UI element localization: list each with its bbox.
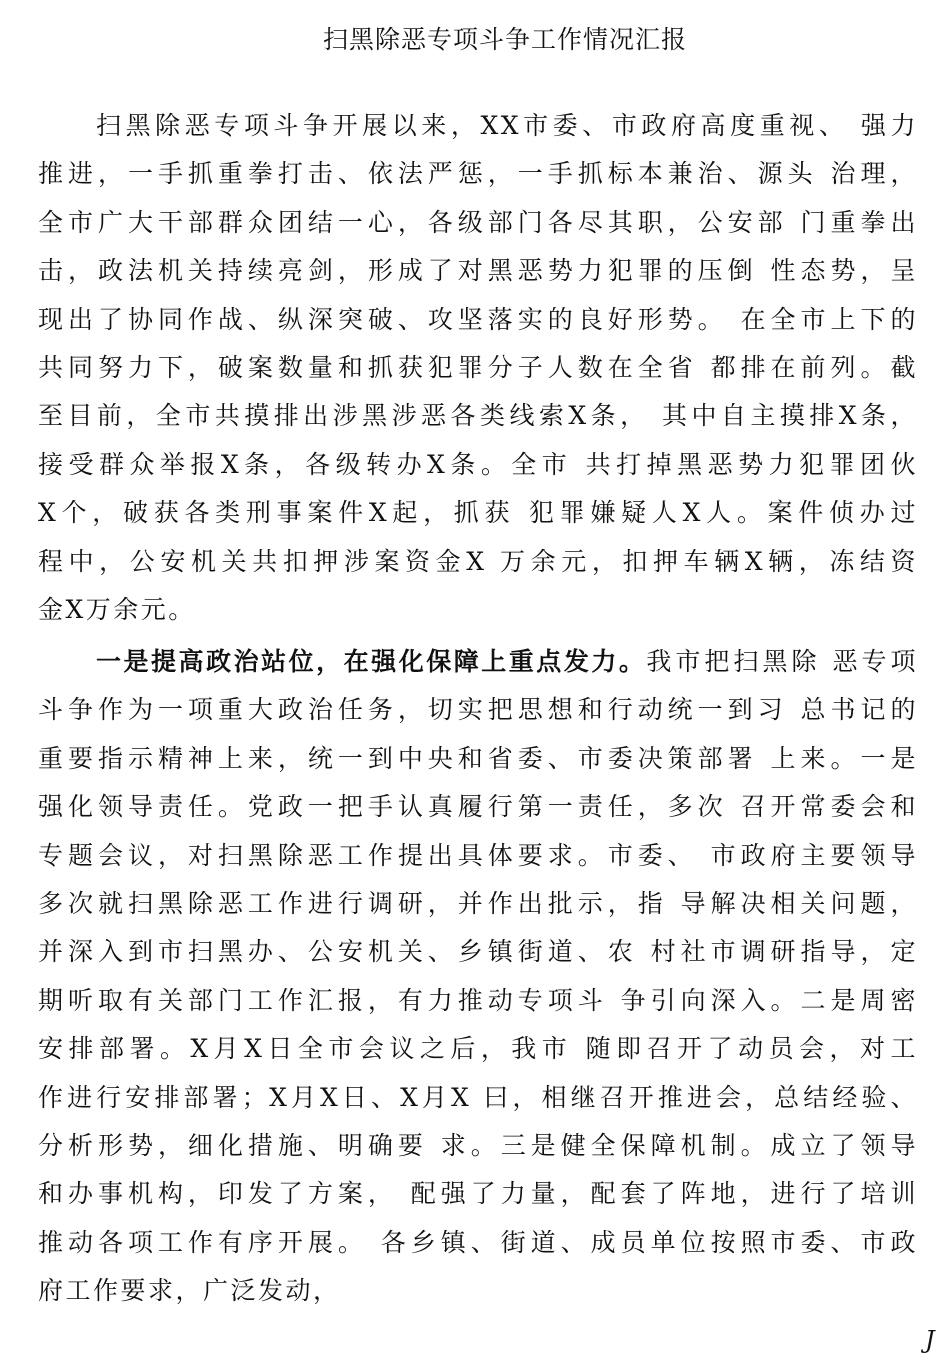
- paragraph-political-standing: [38, 638, 918, 1315]
- text-line: 并深入到市扫黑办、公安机关、乡镇街道、农 村社市调研指导，定: [38, 937, 918, 967]
- text-line: 重要指示精神上来，统一到中央和省委、市委决策部署 上来。一是: [38, 743, 918, 773]
- text-line: 安排部署。X月X日全市会议之后，我市 随即召开了动员会，对工: [38, 1034, 918, 1064]
- document-title: 扫黑除恶专项斗争工作情况汇报: [322, 25, 687, 54]
- text-line: 强化领导责任。党政一把手认真履行第一责任，多次 召开常委会和: [38, 792, 918, 822]
- text-line: 多次就扫黑除恶工作进行调研，并作出批示，指 导解决相关问题，: [38, 888, 918, 918]
- text-line: 作进行安排部署；X月X日、X月X 曰，相继召开推进会，总结经验、: [38, 1082, 918, 1112]
- text-line: 专题会议，对扫黑除恶工作提出具体要求。市委、 市政府主要领导: [38, 840, 918, 870]
- paragraph-overview: [38, 102, 918, 634]
- text-line: 斗争作为一项重大政治任务，切实把思想和行动统一到习 总书记的: [38, 695, 918, 725]
- text-line: 接受群众举报X条，各级转办X条。全市 共打掉黑恶势力犯罪团伙: [38, 449, 918, 479]
- text-line: 分析形势，细化措施、明确要 求。三是健全保障机制。成立了领导: [38, 1130, 918, 1160]
- text-line: 全市广大干部群众团结一心，各级部门各尽其职，公安部 门重拳出: [38, 207, 918, 237]
- text-run: 我市把扫黑除 恶专项: [646, 647, 918, 676]
- text-line: 和办事机构，印发了方案， 配强了力量，配套了阵地，进行了培训: [38, 1179, 918, 1209]
- section-heading-bold: 一是提高政治站位，在强化保障上重点发力。: [96, 647, 647, 676]
- text-line: 共同努力下，破案数量和抓获犯罪分子人数在全省 都排在前列。截: [38, 352, 918, 382]
- text-line: X个，破获各类刑事案件X起，抓获 犯罪嫌疑人X人。案件侦办过: [38, 498, 918, 528]
- text-line: 至目前，全市共摸排出涉黑涉恶各类线索X条， 其中自主摸排X条，: [38, 401, 918, 431]
- text-line: 程中，公安机关共扣押涉案资金X 万余元，扣押车辆X辆，冻结资: [38, 546, 918, 576]
- text-line: 推进，一手抓重拳打击、依法严惩，一手抓标本兼治、源头 治理，: [38, 159, 918, 189]
- text-line: 现出了协同作战、纵深突破、攻坚落实的良好形势。 在全市上下的: [38, 304, 918, 334]
- text-line: 期听取有关部门工作汇报，有力推动专项斗 争引向深入。二是周密: [38, 985, 918, 1015]
- text-line: 推动各项工作有序开展。 各乡镇、街道、成员单位按照市委、市政: [38, 1227, 918, 1257]
- text-line: 金X万余元。: [38, 594, 196, 624]
- page-corner-mark: J: [925, 1326, 935, 1354]
- text-line: 击，政法机关持续亮剑，形成了对黑恶势力犯罪的压倒 性态势，呈: [38, 256, 918, 286]
- text-line: 扫黑除恶专项斗争开展以来，XX市委、市政府高度重视、 强力: [96, 111, 918, 140]
- text-line-lead: [38, 638, 918, 686]
- text-line: 府工作要求，广泛发动，: [38, 1276, 341, 1306]
